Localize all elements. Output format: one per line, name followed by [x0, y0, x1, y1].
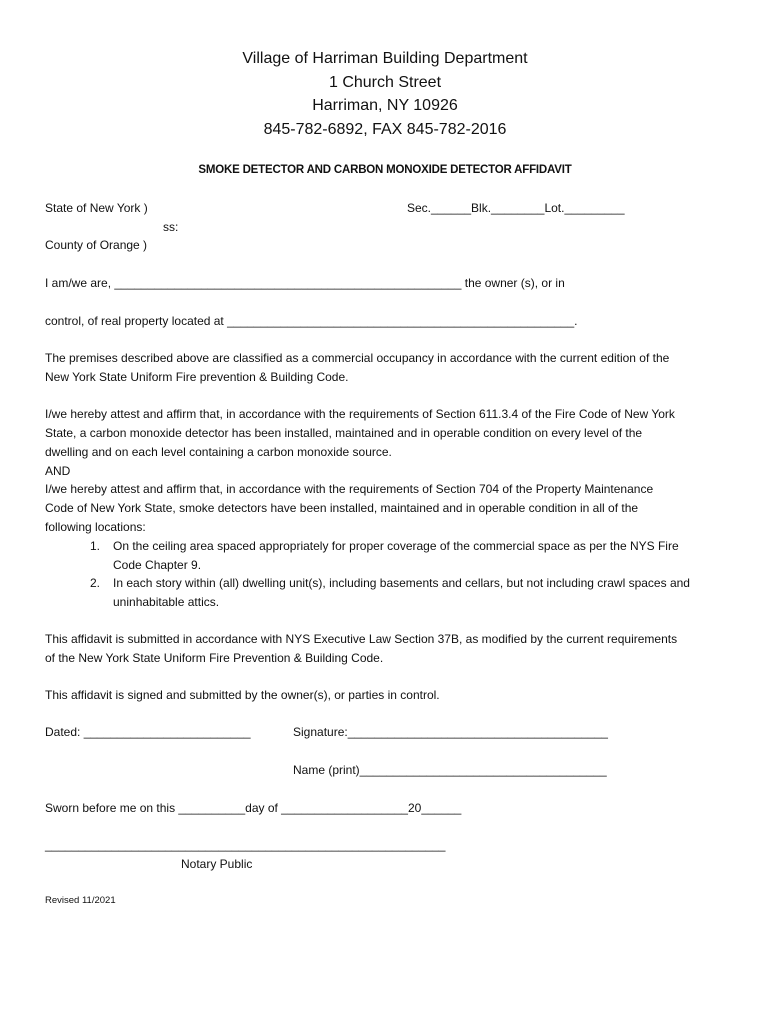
- sworn-date-field[interactable]: Sworn before me on this __________day of ___________________20______: [45, 801, 462, 815]
- notary-signature-line[interactable]: ____________________________________________________________: [45, 838, 446, 852]
- department-street: 1 Church Street: [328, 73, 442, 91]
- revision-date: Revised 11/2021: [45, 895, 116, 906]
- submission-line: This affidavit is submitted in accordance with NYS Executive Law Section 37B, as modified by the current requirements: [45, 632, 678, 646]
- signature-field[interactable]: Signature:_______________________________________: [293, 725, 608, 739]
- submission-line: of the New York State Uniform Fire Prevention & Building Code.: [45, 651, 384, 665]
- list-item-text: uninhabitable attics.: [113, 595, 220, 609]
- submission-paragraph: [45, 630, 735, 668]
- signed-statement: This affidavit is signed and submitted by the owner(s), or parties in control.: [45, 688, 440, 702]
- owner-name-line[interactable]: I am/we are, ____________________________________________________ the owner (s), or in: [45, 276, 565, 290]
- premises-line: The premises described above are classified as a commercial occupancy in accordance with the current edition of the: [45, 351, 670, 365]
- list-number: 2.: [90, 576, 101, 590]
- ss-label: ss:: [163, 220, 179, 234]
- state-label: State of New York ): [45, 201, 148, 215]
- department-city: Harriman, NY 10926: [312, 97, 458, 114]
- list-number: 1.: [90, 539, 101, 553]
- smoke-line: I/we hereby attest and affirm that, in accordance with the requirements of Section 704 of the Property Maintenance: [45, 482, 654, 496]
- county-label: County of Orange ): [45, 238, 148, 252]
- property-address-line[interactable]: control, of real property located at ____________________________________________________.: [45, 314, 578, 328]
- name-print-field[interactable]: Name (print)_____________________________________: [293, 763, 607, 777]
- and-label: AND: [45, 464, 71, 478]
- list-item-text: Code Chapter 9.: [113, 558, 202, 572]
- smoke-line: following locations:: [45, 520, 146, 534]
- department-phone-fax: 845-782-6892, FAX 845-782-2016: [263, 120, 507, 138]
- premises-line: New York State Uniform Fire prevention & Building Code.: [45, 370, 349, 384]
- co-line: State, a carbon monoxide detector has been installed, maintained and in operable condition on every level of the: [45, 426, 643, 440]
- affidavit-title: SMOKE DETECTOR AND CARBON MONOXIDE DETECTOR AFFIDAVIT: [198, 164, 572, 176]
- smoke-detector-paragraph: [45, 480, 735, 537]
- department-header: [0, 47, 770, 141]
- smoke-line: Code of New York State, smoke detectors have been installed, maintained and in operable condition in all of the: [45, 501, 639, 515]
- premises-paragraph: [45, 349, 735, 387]
- dated-field[interactable]: Dated: _________________________: [45, 725, 251, 739]
- list-item-text: In each story within (all) dwelling unit(s), including basements and cellars, but not including crawl spaces and: [113, 576, 690, 590]
- department-name: Village of Harriman Building Department: [242, 50, 528, 67]
- co-line: I/we hereby attest and affirm that, in accordance with the requirements of Section 611.3.4 of the Fire Code of New York: [45, 407, 675, 421]
- list-item-text: On the ceiling area spaced appropriately for proper coverage of the commercial space as per the NYS Fire: [113, 539, 679, 553]
- sec-blk-lot-field[interactable]: Sec.______Blk.________Lot._________: [407, 201, 625, 215]
- co-detector-paragraph: [45, 405, 735, 481]
- co-line: dwelling and on each level containing a carbon monoxide source.: [45, 445, 392, 459]
- notary-public-label: Notary Public: [181, 857, 253, 871]
